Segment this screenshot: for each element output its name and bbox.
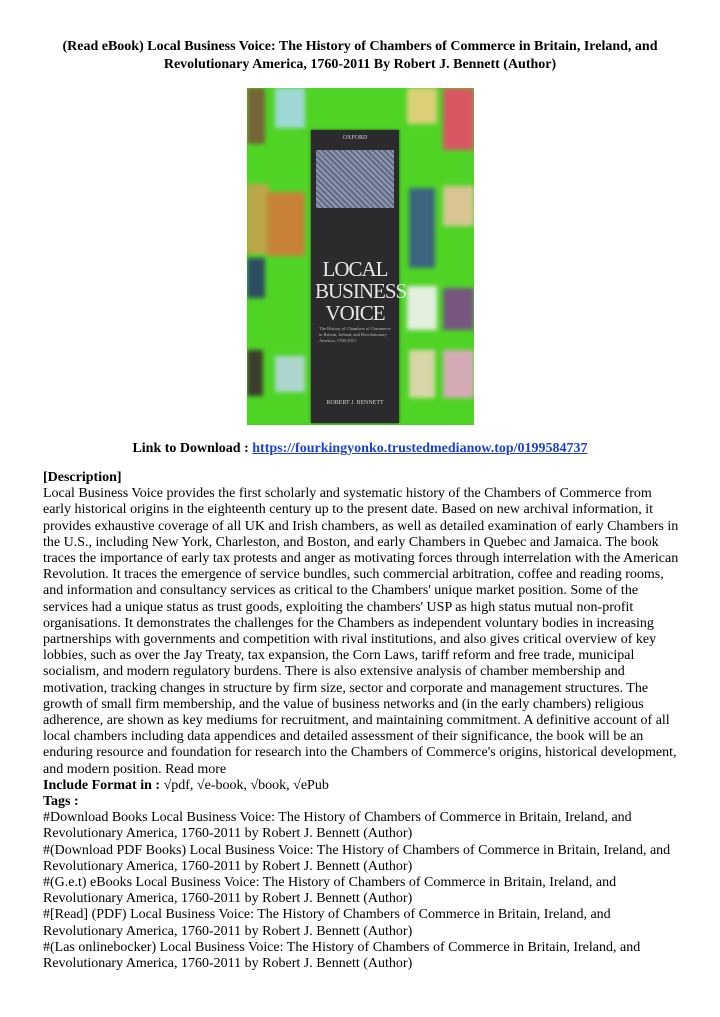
background-thumbnail [247, 184, 269, 254]
background-thumbnail [275, 356, 305, 392]
background-thumbnail [247, 258, 265, 298]
background-thumbnail [267, 192, 305, 256]
background-thumbnail [443, 186, 474, 226]
background-thumbnail [247, 350, 263, 396]
background-thumbnail [407, 286, 437, 330]
background-thumbnail [409, 188, 435, 268]
background-thumbnail [407, 88, 437, 124]
download-link-label: Link to Download : [132, 441, 253, 456]
cover-subtitle: The History of Chambers of Commerce in Britain, Ireland, and Revolutionary America, 1760-2011 [319, 326, 391, 343]
cover-map-artwork [316, 150, 394, 208]
cover-title: LOCAL BUSINESS VOICE [315, 257, 407, 325]
download-link-line [30, 440, 690, 458]
background-thumbnail [247, 88, 265, 144]
description-heading: [Description] [43, 470, 122, 485]
formats-value: √pdf, √e-book, √book, √ePub [163, 777, 329, 793]
download-link[interactable]: https://fourkingyonko.trustedmedianow.top/0199584737 [252, 441, 588, 456]
tag-item: #(Download PDF Books) Local Business Voice: The History of Chambers of Commerce in Britain, Ireland, and Revolutionary America, 1760-2011 by Robert J. Bennett (Author) [43, 842, 671, 874]
tag-item: #(G.e.t) eBooks Local Business Voice: The History of Chambers of Commerce in Britain, Ireland, and Revolutionary America, 1760-2011 by Robert J. Bennett (Author) [43, 875, 617, 907]
description-text: Local Business Voice provides the first scholarly and systematic history of the Chambers of Commerce from early historical origins in the eighteenth century up to the present date. Based on new archival information, it provides exhaustive coverage of all UK and Irish chambers, as well as detailed examination of early Chambers in the U.S., including New York, Charleston, and Boston, and early Chambers in Quebec and Jamaica. The book traces the importance of early tax protests and anger as motivating forces through interrelation with the American Revolution. It traces the emergence of service bundles, such commercial arbitration, coffee and reading rooms, and information and consultancy services as critical to the Chambers' unique market position. Some of the services had a unique status as trust goods, exploiting the chambers' USP as high status mutual non-profit organisations. It demonstrates the challenges for the Chambers as independent voluntary bodies in increasing partnerships with governments and competition with rival institutions, and also gives critical overview of key lobbies, such as over the Jay Treaty, tax expansion, the Corn Laws, tariff reform and free trade, municipal socialism, and modern regulatory burdens. There is also extensive analysis of chamber membership and motivation, tracking changes in structure by firm size, sector and corporate and management structures. The growth of small firm membership, and the value of business networks and (in the early chambers) religious adherence, are shown as key mediums for recruitment, and maintaining commitment. A definitive account of all local chambers including data appendices and detailed assessment of their significance, the book will be an enduring resource and foundation for research into the Chambers of Commerce's origins, historical development, and modern position. Read more [43, 486, 679, 777]
background-thumbnail [443, 288, 474, 330]
document-title: (Read eBook) Local Business Voice: The History of Chambers of Commerce in Britain, Ireland, and Revolutionary America, 1760-2011 By Robert J. Bennett (Author) [62, 39, 658, 72]
tag-item: #[Read] (PDF) Local Business Voice: The History of Chambers of Commerce in Britain, Ireland, and Revolutionary America, 1760-2011 by Robert J. Bennett (Author) [43, 907, 611, 939]
cover-publisher: OXFORD [342, 135, 368, 141]
cover-author: ROBERT J. BENNETT [326, 400, 384, 406]
tag-item: #(Las onlinebocker) Local Business Voice: The History of Chambers of Commerce in Britain, Ireland, and Revolutionary America, 1760-2011 by Robert J. Bennett (Author) [43, 939, 641, 972]
book-front-cover [311, 130, 407, 423]
tags-label: Tags : [43, 794, 79, 810]
formats-label: Include Format in : [43, 777, 164, 793]
tag-item: #Download Books Local Business Voice: The History of Chambers of Commerce in Britain, Ireland, and Revolutionary America, 1760-2011 by Robert J. Bennett (Author) [43, 810, 632, 842]
formats-line [43, 778, 683, 794]
background-thumbnail [409, 350, 435, 398]
background-thumbnail [275, 88, 305, 128]
description-section [43, 470, 683, 972]
background-thumbnail [443, 88, 474, 150]
book-cover-image [247, 88, 474, 425]
background-thumbnail [443, 350, 474, 398]
